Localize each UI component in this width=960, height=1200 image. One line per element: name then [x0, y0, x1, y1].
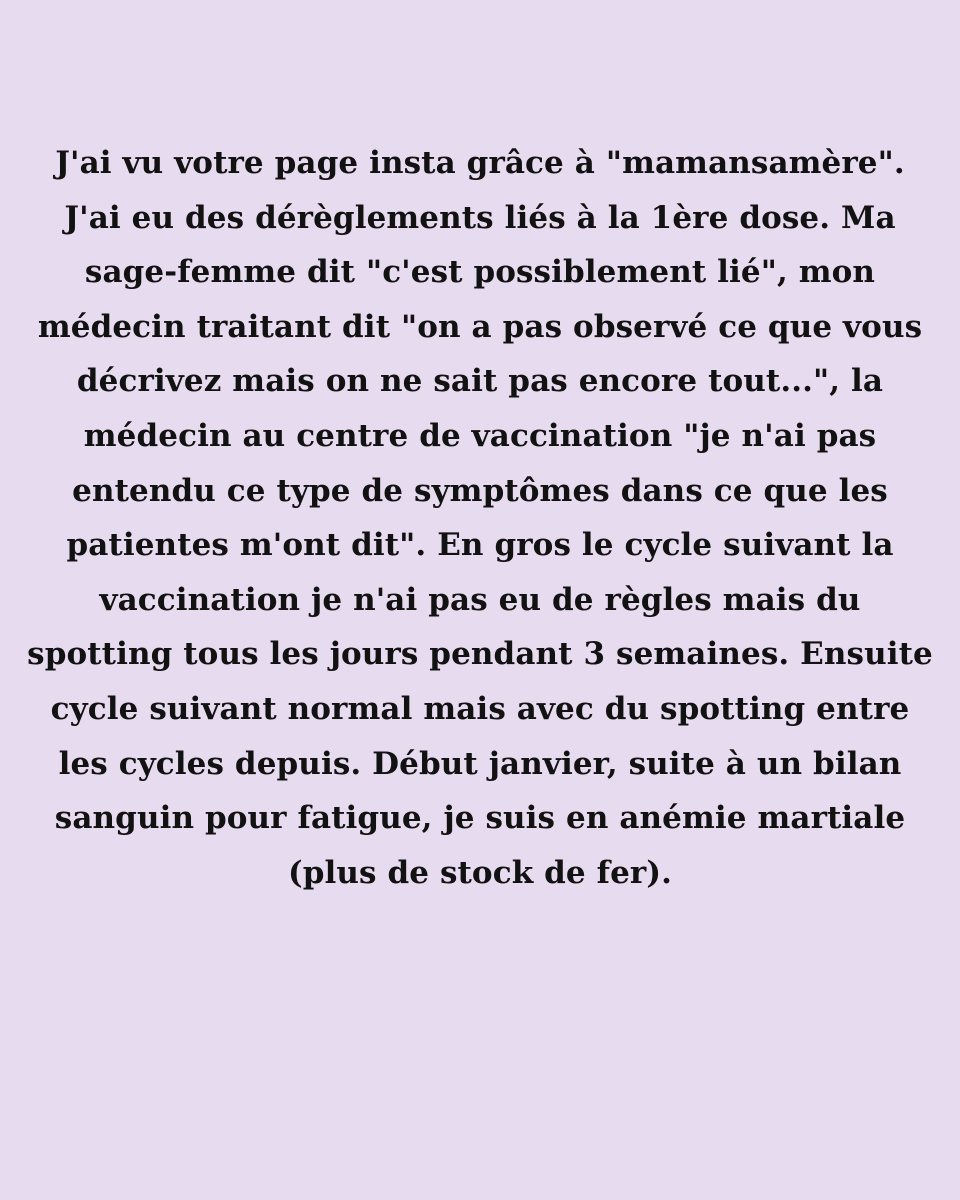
- text-line: (plus de stock de fer).: [287, 854, 673, 891]
- text-line: J'ai vu votre page insta grâce à "mamansamère".: [55, 145, 905, 181]
- text-line: sanguin pour fatigue, je suis en anémie martiale: [54, 800, 906, 837]
- text-line: médecin au centre de vaccination "je n'ai pas: [83, 417, 877, 454]
- text-line: vaccination je n'ai pas eu de règles mais du: [99, 581, 861, 618]
- text-line: entendu ce type de symptômes dans ce que les: [72, 472, 888, 509]
- text-line: patientes m'ont dit". En gros le cycle suivant la: [66, 527, 894, 564]
- text-line: décrivez mais on ne sait pas encore tout...", la: [76, 363, 884, 400]
- text-line: sage-femme dit "c'est possiblement lié", mon: [84, 254, 876, 291]
- text-line: spotting tous les jours pendant 3 semaines. Ensuite: [27, 636, 933, 673]
- text-line: les cycles depuis. Début janvier, suite à un bilan: [58, 745, 902, 782]
- text-line: médecin traitant dit "on a pas observé ce que vous: [37, 308, 923, 345]
- text-line: J'ai eu des dérèglements liés à la 1ère dose. Ma: [64, 199, 896, 236]
- testimony-text: [20, 136, 940, 900]
- text-line: cycle suivant normal mais avec du spotting entre: [50, 690, 910, 727]
